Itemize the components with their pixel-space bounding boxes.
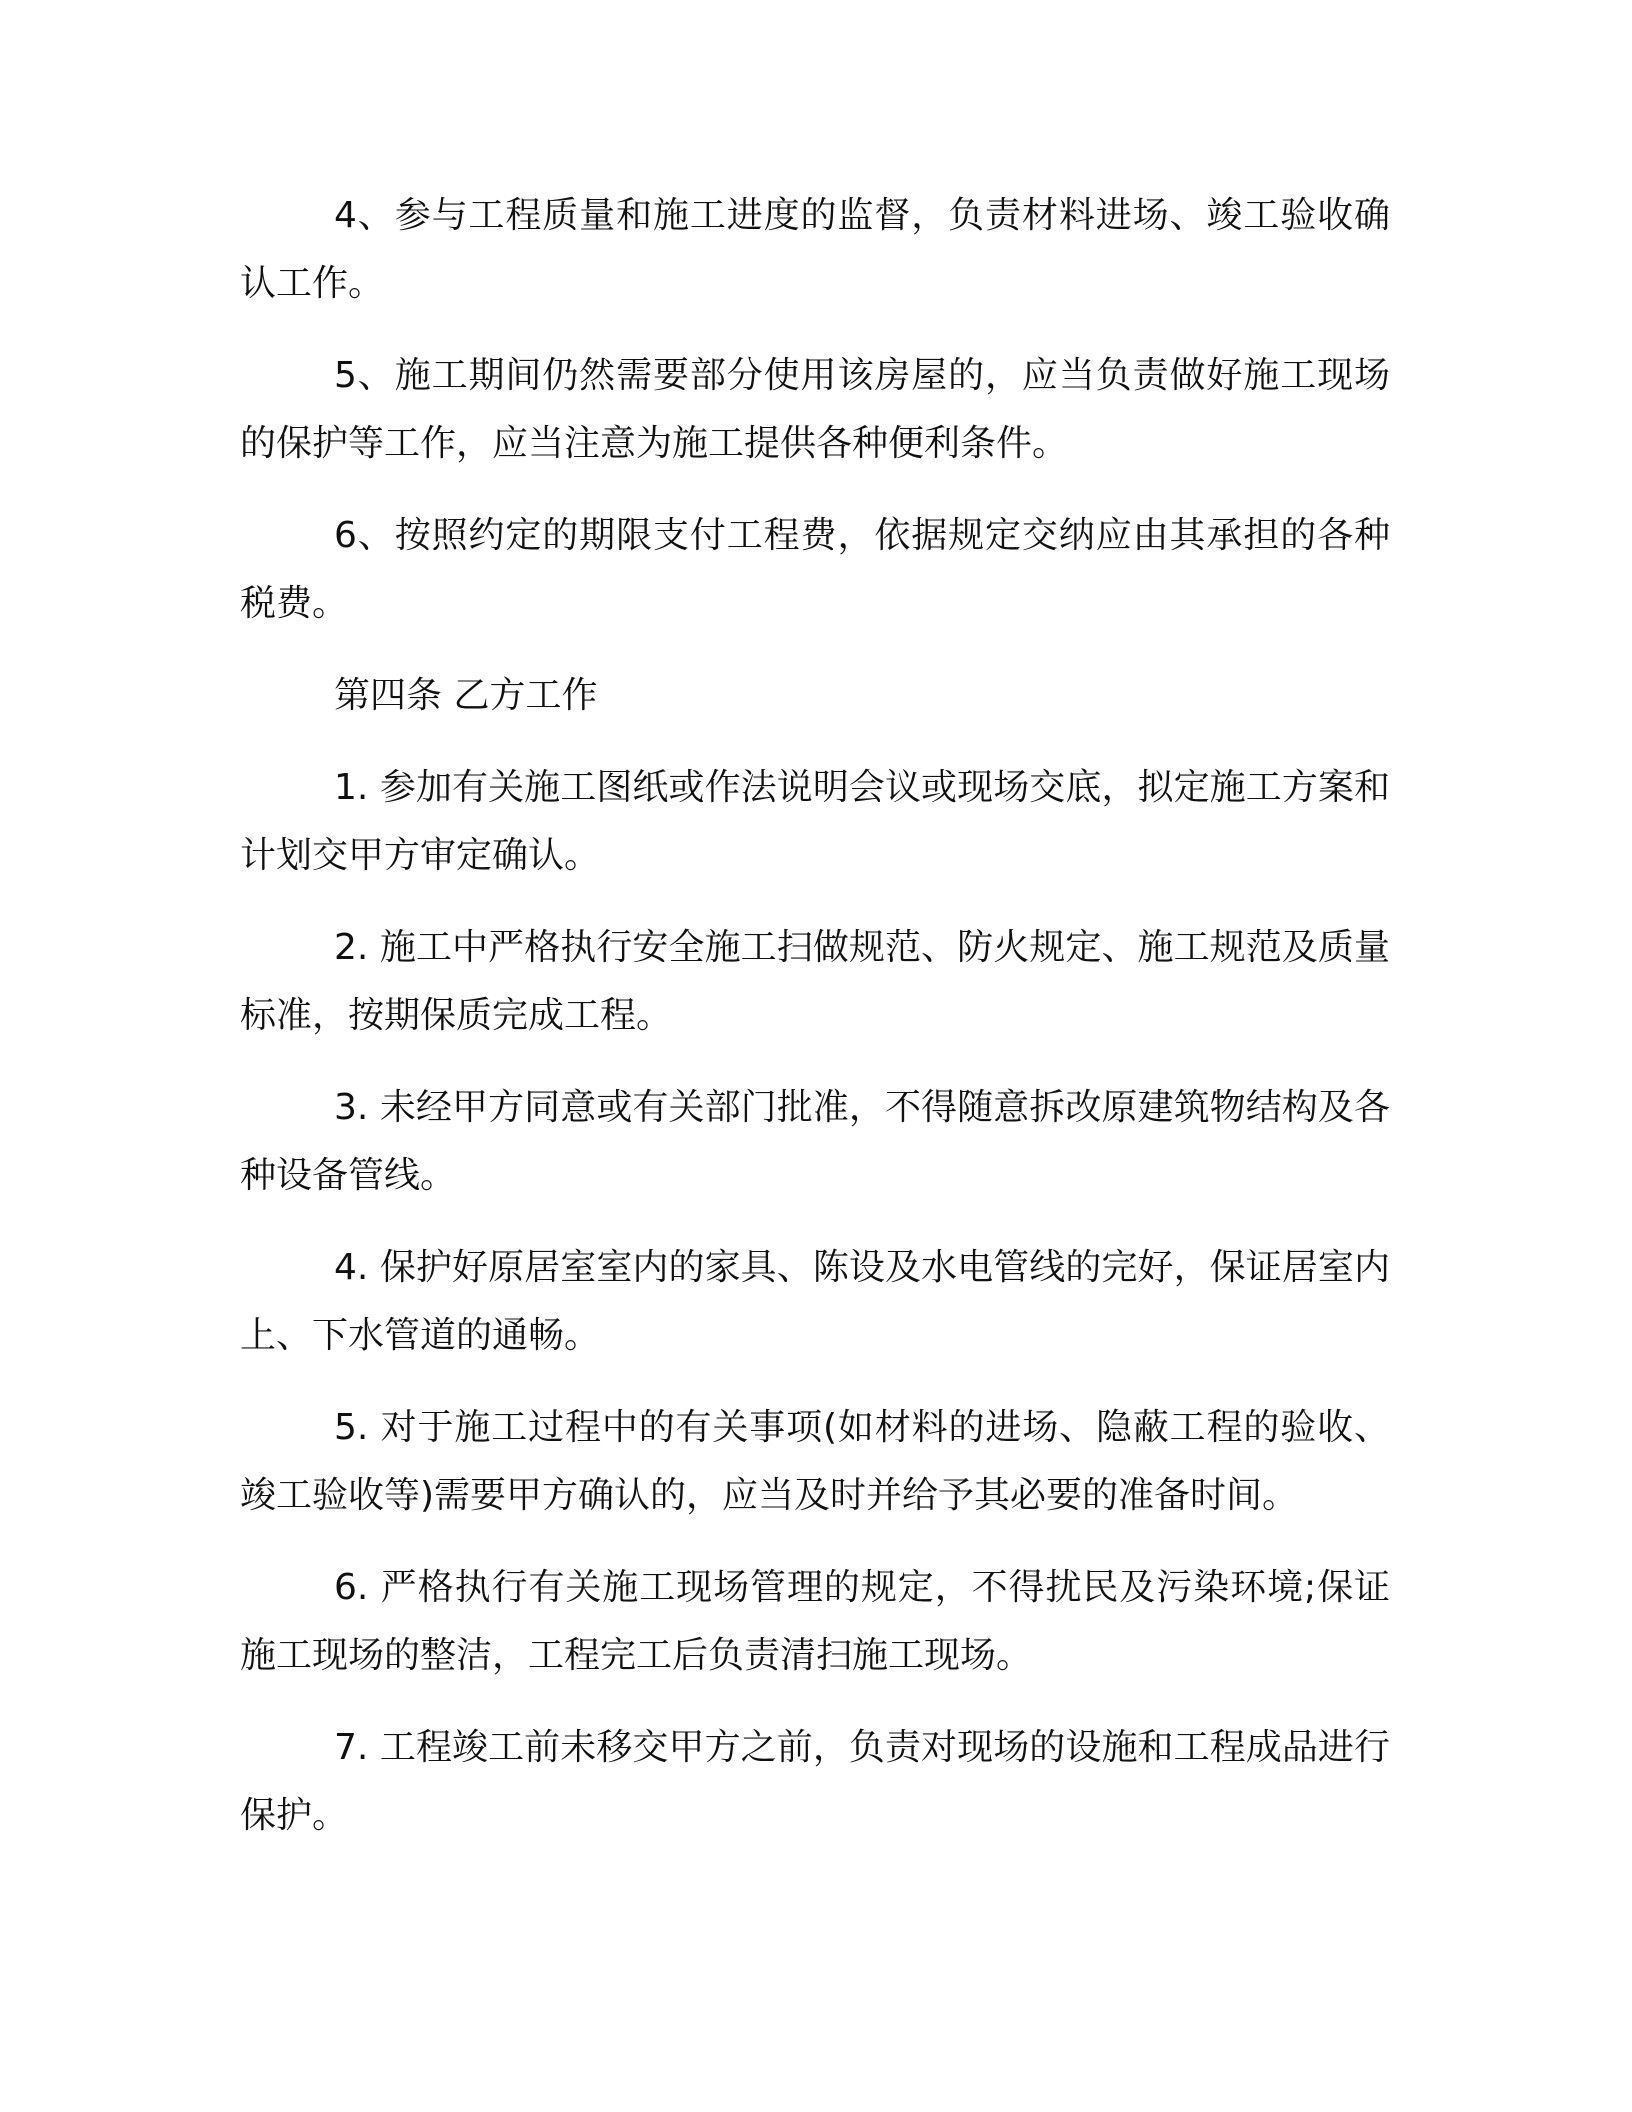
clause-4-item-6: 6. 严格执行有关施工现场管理的规定，不得扰民及污染环境;保证施工现场的整洁，工程完工后负责清扫施工现场。 — [240, 1567, 1390, 1676]
clause-3-item-6: 6、按照约定的期限支付工程费，依据规定交纳应由其承担的各种税费。 — [240, 515, 1390, 624]
clause-3-item-5: 5、施工期间仍然需要部分使用该房屋的，应当负责做好施工现场的保护等工作，应当注意为施工提供各种便利条件。 — [240, 355, 1390, 464]
clause-4-item-3: 3. 未经甲方同意或有关部门批准，不得随意拆改原建筑物结构及各种设备管线。 — [240, 1087, 1390, 1196]
clause-4-item-4: 4. 保护好原居室室内的家具、陈设及水电管线的完好，保证居室内上、下水管道的通畅。 — [240, 1247, 1390, 1356]
clause-4-heading: 第四条 乙方工作 — [334, 675, 598, 716]
clause-4-item-5: 5. 对于施工过程中的有关事项(如材料的进场、隐蔽工程的验收、竣工验收等)需要甲方确认的，应当及时并给予其必要的准备时间。 — [240, 1407, 1390, 1516]
clause-4-item-7: 7. 工程竣工前未移交甲方之前，负责对现场的设施和工程成品进行保护。 — [240, 1727, 1390, 1836]
clause-4-item-1: 1. 参加有关施工图纸或作法说明会议或现场交底，拟定施工方案和计划交甲方审定确认。 — [240, 767, 1390, 876]
clause-3-item-4: 4、参与工程质量和施工进度的监督，负责材料进场、竣工验收确认工作。 — [240, 195, 1390, 304]
clause-4-item-2: 2. 施工中严格执行安全施工扫做规范、防火规定、施工规范及质量标准，按期保质完成工程。 — [240, 927, 1390, 1036]
document-body — [240, 182, 1390, 1874]
